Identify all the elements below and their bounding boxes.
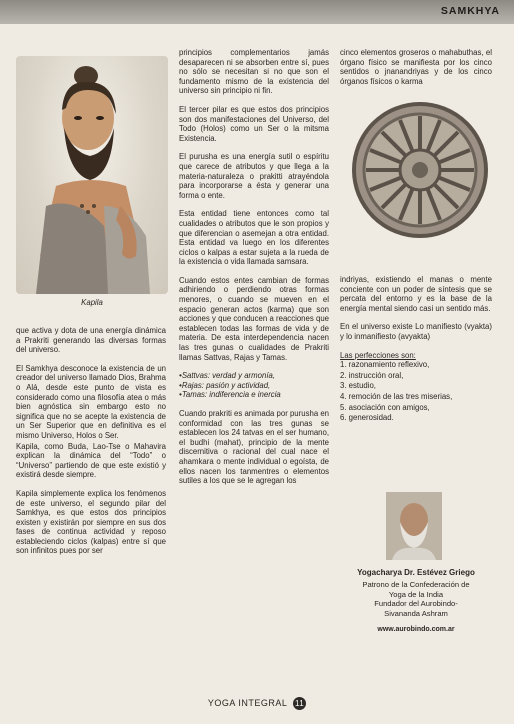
list-item: • Sattvas: verdad y armonía, <box>179 371 329 381</box>
list-item: 1. razonamiento reflexivo, <box>340 360 430 370</box>
list-item: 5. asociación con amigos, <box>340 402 430 412</box>
portrait-caption: Kapila <box>81 298 103 307</box>
column-2 <box>179 48 329 495</box>
paragraph: Kapila simplemente explica los fenómenos de este universo, el segundo pilar del Samkhya, es que estos dos principios existen y existirán por siempre en sus dos fases de continua actividad y reposo estableciendo ciclos (kalpas) entre sí que son infinitos pues por ser <box>16 488 166 556</box>
paragraph: Esta entidad tiene entonces como tal cualidades o atributos que le son propios y que diferencian o asemejan a otra entidad. Esta entidad va luego en los diferentes ciclos o kalpas a estar sujeta a la rueda de la existencia o vida llamada samsara. <box>179 209 329 267</box>
author-title-line: Sivananda Ashram <box>384 608 448 618</box>
list-item: • Rajas: pasión y actividad, <box>179 381 329 391</box>
author-title-line: Yoga de la India <box>388 589 444 599</box>
perfections-heading: Las perfecciones son: <box>340 350 416 360</box>
paragraph: El Samkhya desconoce la existencia de un creador del universo llamado Dios, Brahma o Alá, desde este punto de vista es considerado como una filosofía atea o más bien agnóstica sin embargo esto no significa que no se acepte la existencia de un Ser Superior que en definitiva es el mismo Universo, Holos o Ser. <box>16 363 166 440</box>
page-header <box>0 0 514 24</box>
paragraph: principios complementarios jamás desaparecen ni se absorben entre sí, pues no sólo se necesitan si no que son el fundamento mismo de la existencia del universo sin principio ni fin. <box>179 48 329 96</box>
author-photo <box>386 492 442 560</box>
website-link[interactable]: www.aurobindo.com.ar <box>377 626 455 634</box>
page-footer <box>0 697 514 710</box>
author-name: Yogacharya Dr. Estévez Griego <box>357 568 475 577</box>
paragraph: El tercer pilar es que estos dos principios son dos manifestaciones del Universo, del Todo (Holos) como un Ser o la mitsma Existencia. <box>179 104 329 143</box>
paragraph: Kapila, como Buda, Lao-Tse o Mahavira explican la dinámica del “Todo” o “Universo” partiendo de que este existió y existirá desde siempre. <box>16 441 166 480</box>
page-number: 11 <box>294 699 305 708</box>
paragraph: Cuando prakriti es animada por purusha en conformidad con las tres gunas se establecen los 24 tatvas en el ser humano, el budhi (mahat), principio de la mente discernitiva o racional del cual nace el ahamkara o mente individual o egoísta, de ellos nacen los tanmentres o elementos sutiles a los que se le agregan los <box>179 409 329 486</box>
author-signature <box>340 568 492 634</box>
paragraph: cinco elementos groseros o mahabuthas, el órgano físico se manifiesta por los cinco sentidos o jnanandriyas y de los cinco órganos físicos o karma <box>340 48 492 86</box>
paragraph: En el universo existe Lo manifiesto (vyakta) y lo inmanifiesto (avyakta) <box>340 322 492 341</box>
author-title-line: Fundador del Aurobindo- <box>374 599 458 609</box>
author-title-line: Patrono de la Confederación de <box>362 580 470 590</box>
paragraph: indriyas, existiendo el manas o mente conciente con un poder de síntesis que se percata del entorno y es la base de la energía mental siendo casi un sentido más. <box>340 275 492 313</box>
paragraph: Cuando estos entes cambian de formas adhiriendo o perdiendo otras formas menores, o cuando se mueven en el espacio generan actos (karma) que son acciones y que conducen a reacciones que establecen todas las formas de vida y de materia. De esta interdependencia nacen las tres gunas o cualidades de Prakriti llamas Sattvas, Rajas y Tamas. <box>179 275 329 362</box>
section-title: SAMKHYA <box>440 5 500 17</box>
column-1 <box>16 326 166 565</box>
column-3-bottom <box>340 275 492 424</box>
column-3-top <box>340 48 492 86</box>
paragraph: El purusha es una energía sutil o espíritu que carece de atributos y que llega a la materia-naturaleza o prakitti atrayéndola para incorporarse a ésta y generar una forma o ente. <box>179 152 329 200</box>
list-item: 3. estudio, <box>340 381 376 391</box>
kapila-portrait <box>16 56 168 294</box>
list-item: 2. instrucción oral, <box>340 370 404 380</box>
perfections-list <box>340 360 492 423</box>
list-item: 6. generosidad. <box>340 413 394 423</box>
list-item: • Tamas: indiferencia e inercia <box>179 390 329 400</box>
paragraph: que activa y dota de una energía dinámica a Prakriti generando las diversas formas del universo. <box>16 326 166 355</box>
gunas-list <box>179 371 329 400</box>
dharma-wheel-image <box>350 100 490 240</box>
list-item: 4. remoción de las tres miserias, <box>340 391 453 401</box>
magazine-name: YOGA INTEGRAL <box>207 697 288 708</box>
